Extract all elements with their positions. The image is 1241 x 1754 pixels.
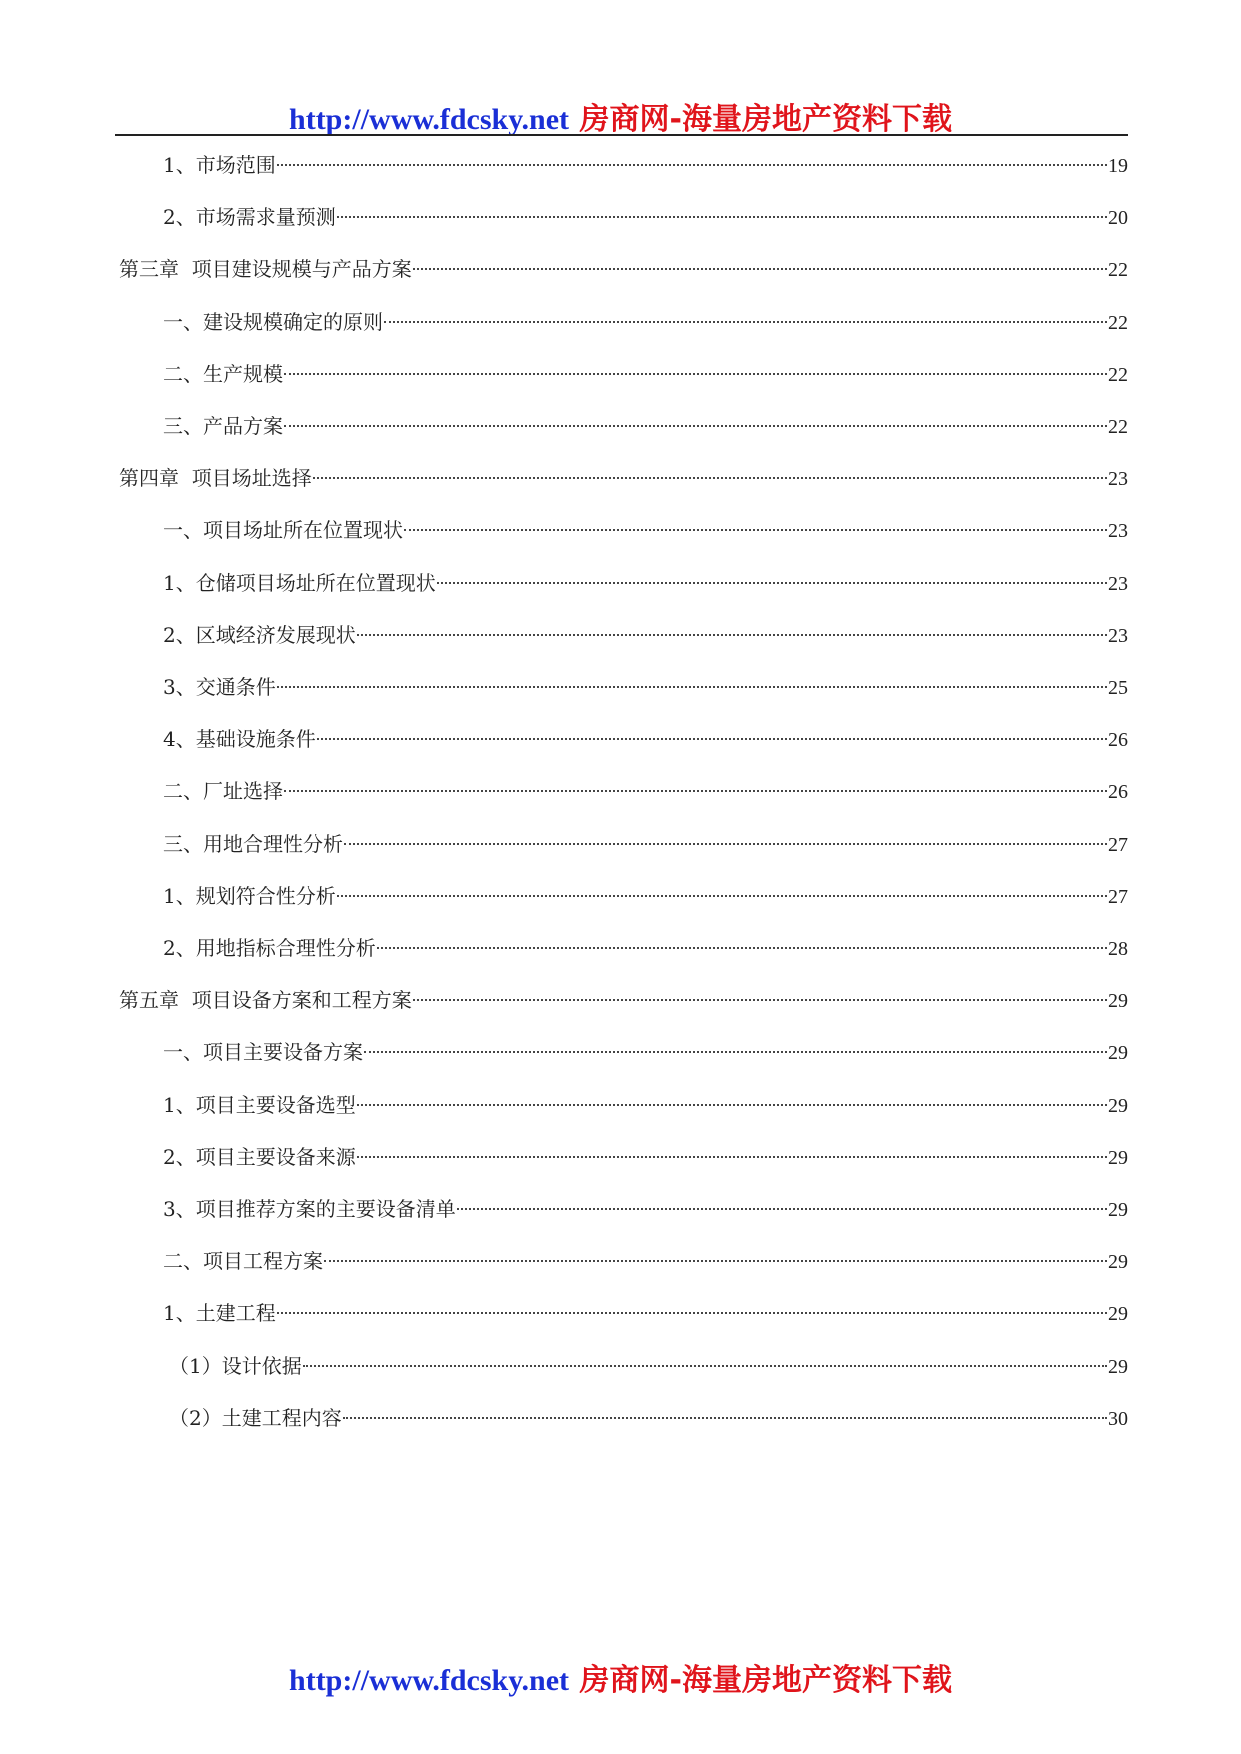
toc-entry-label: 4、基础设施条件 xyxy=(163,727,316,752)
toc-dot-leader xyxy=(413,999,1107,1001)
toc-entry-label: 三、用地合理性分析 xyxy=(163,831,343,856)
toc-entry-page-number: 19 xyxy=(1108,155,1128,177)
toc-dot-leader xyxy=(437,582,1107,584)
toc-entry[interactable] xyxy=(119,254,1128,284)
toc-entry-label: 二、项目工程方案 xyxy=(163,1249,323,1274)
toc-entry[interactable] xyxy=(163,568,1128,598)
toc-entry-label: 3、项目推荐方案的主要设备清单 xyxy=(163,1197,456,1221)
header-divider xyxy=(115,134,1128,136)
toc-entry-label: 二、厂址选择 xyxy=(163,779,283,804)
toc-dot-leader xyxy=(404,529,1107,531)
toc-entry-page-number: 29 xyxy=(1108,1094,1128,1117)
toc-entry[interactable] xyxy=(163,1090,1128,1120)
toc-dot-leader xyxy=(284,425,1107,427)
toc-entry-label: 3、交通条件 xyxy=(163,675,276,699)
toc-entry[interactable] xyxy=(163,881,1128,911)
toc-entry-page-number: 29 xyxy=(1108,1146,1128,1169)
toc-entry[interactable] xyxy=(119,463,1128,493)
toc-entry-label: 1、市场范围 xyxy=(163,153,276,177)
toc-dot-leader xyxy=(284,790,1107,792)
toc-entry[interactable] xyxy=(163,724,1128,754)
toc-entry-label: 三、产品方案 xyxy=(163,414,283,438)
toc-entry-page-number: 29 xyxy=(1108,990,1128,1013)
toc-entry-label: 一、项目场址所在位置现状 xyxy=(163,518,403,543)
toc-entry-page-number: 22 xyxy=(1108,311,1128,334)
toc-entry[interactable] xyxy=(169,1351,1128,1381)
toc-entry-label: 2、项目主要设备来源 xyxy=(163,1144,356,1169)
toc-dot-leader xyxy=(357,634,1107,636)
toc-entry-page-number: 22 xyxy=(1108,259,1128,282)
toc-entry[interactable] xyxy=(163,202,1128,232)
toc-dot-leader xyxy=(344,843,1107,845)
toc-entry-label: 2、市场需求量预测 xyxy=(163,205,336,230)
toc-entry-page-number: 27 xyxy=(1108,885,1128,908)
toc-entry[interactable] xyxy=(163,1194,1128,1224)
toc-entry-label: 1、项目主要设备选型 xyxy=(163,1092,356,1117)
toc-entry-page-number: 29 xyxy=(1108,1042,1128,1065)
toc-dot-leader xyxy=(317,738,1107,740)
toc-entry-label: 2、区域经济发展现状 xyxy=(163,622,356,647)
toc-entry-page-number: 23 xyxy=(1108,520,1128,543)
toc-entry[interactable] xyxy=(163,1298,1128,1328)
toc-entry[interactable] xyxy=(163,359,1128,389)
toc-entry-page-number: 29 xyxy=(1108,1355,1128,1378)
toc-entry-page-number: 29 xyxy=(1108,1303,1128,1326)
toc-entry-label: 一、建设规模确定的原则 xyxy=(163,309,383,334)
toc-entry-label: 1、土建工程 xyxy=(163,1301,276,1326)
toc-dot-leader xyxy=(457,1208,1107,1210)
toc-entry-page-number: 29 xyxy=(1108,1251,1128,1274)
toc-dot-leader xyxy=(324,1260,1107,1262)
toc-entry[interactable] xyxy=(163,411,1128,441)
toc-dot-leader xyxy=(277,1312,1107,1314)
toc-entry-page-number: 28 xyxy=(1108,938,1128,960)
toc-entry-page-number: 22 xyxy=(1108,416,1128,438)
toc-entry[interactable] xyxy=(163,776,1128,806)
toc-dot-leader xyxy=(357,1156,1107,1158)
toc-entry-page-number: 29 xyxy=(1108,1199,1128,1221)
toc-entry[interactable] xyxy=(163,1142,1128,1172)
toc-entry-page-number: 20 xyxy=(1108,207,1128,230)
toc-entry-label: 第五章 项目设备方案和工程方案 xyxy=(119,988,412,1013)
toc-entry[interactable] xyxy=(163,672,1128,702)
toc-entry[interactable] xyxy=(163,515,1128,545)
toc-entry-page-number: 23 xyxy=(1108,624,1128,647)
footer-banner xyxy=(0,1655,1241,1699)
toc-entry-page-number: 23 xyxy=(1108,572,1128,595)
toc-dot-leader xyxy=(343,1417,1107,1419)
toc-entry-label: 一、项目主要设备方案 xyxy=(163,1040,363,1065)
toc-entry-label: 第三章 项目建设规模与产品方案 xyxy=(119,257,412,282)
toc-entry-label: 第四章 项目场址选择 xyxy=(119,466,312,491)
toc-entry-page-number: 22 xyxy=(1108,363,1128,386)
toc-entry[interactable] xyxy=(119,985,1128,1015)
toc-entry[interactable] xyxy=(163,307,1128,337)
toc-dot-leader xyxy=(303,1365,1107,1367)
header-site-title: 房商网-海量房地产资料下载 xyxy=(579,102,952,137)
toc-entry[interactable] xyxy=(163,1246,1128,1276)
toc-dot-leader xyxy=(364,1051,1107,1053)
toc-entry[interactable] xyxy=(163,829,1128,859)
toc-dot-leader xyxy=(337,895,1107,897)
toc-entry[interactable] xyxy=(163,620,1128,650)
toc-entry-page-number: 25 xyxy=(1108,677,1128,699)
toc-dot-leader xyxy=(377,947,1107,949)
toc-dot-leader xyxy=(277,164,1107,166)
toc-dot-leader xyxy=(337,216,1107,218)
toc-entry-page-number: 26 xyxy=(1108,781,1128,804)
toc-entry[interactable] xyxy=(163,933,1128,963)
toc-entry[interactable] xyxy=(163,1037,1128,1067)
toc-dot-leader xyxy=(284,373,1107,375)
toc-entry-label: （1）设计依据 xyxy=(169,1353,302,1378)
toc-entry-page-number: 23 xyxy=(1108,468,1128,491)
toc-entry-page-number: 27 xyxy=(1108,833,1128,856)
toc-dot-leader xyxy=(413,268,1107,270)
toc-entry-label: 二、生产规模 xyxy=(163,361,283,386)
toc-entry-page-number: 26 xyxy=(1108,729,1128,752)
toc-entry-label: 2、用地指标合理性分析 xyxy=(163,936,376,960)
toc-entry-label: （2）土建工程内容 xyxy=(169,1405,342,1430)
toc-entry[interactable] xyxy=(163,150,1128,180)
header-banner xyxy=(0,94,1241,138)
toc-dot-leader xyxy=(277,686,1107,688)
footer-url-link[interactable]: http://www.fdcsky.net xyxy=(289,1664,570,1697)
toc-entry-label: 1、规划符合性分析 xyxy=(163,883,336,908)
toc-dot-leader xyxy=(313,477,1107,479)
header-url-link[interactable]: http://www.fdcsky.net xyxy=(289,103,570,136)
toc-dot-leader xyxy=(384,321,1107,323)
toc-dot-leader xyxy=(357,1104,1107,1106)
toc-entry[interactable] xyxy=(169,1403,1128,1433)
toc-entry-page-number: 30 xyxy=(1108,1407,1128,1430)
footer-site-title: 房商网-海量房地产资料下载 xyxy=(579,1663,952,1698)
toc-entry-label: 1、仓储项目场址所在位置现状 xyxy=(163,570,436,595)
